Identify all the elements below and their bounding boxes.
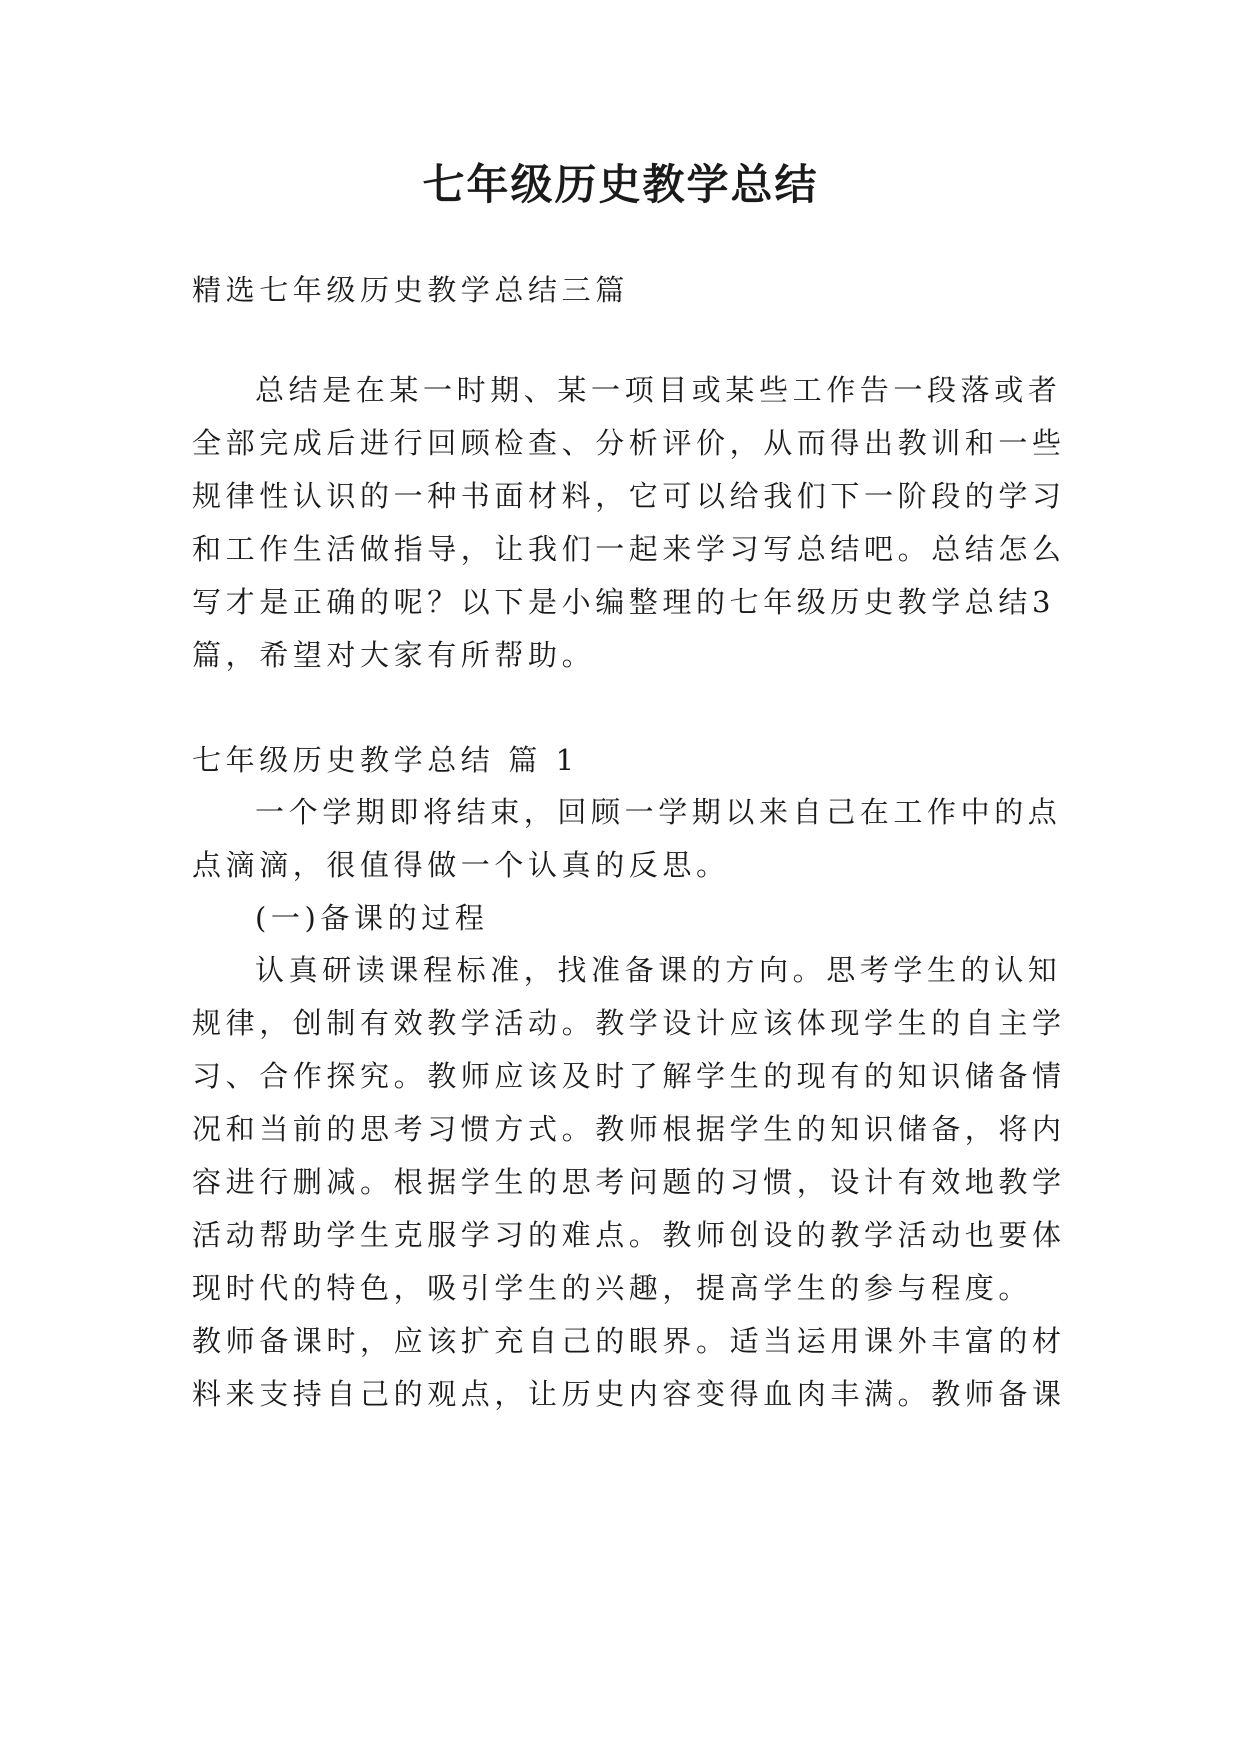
intro-line: 和工作生活做指导，让我们一起来学习写总结吧。总结怎么 <box>192 532 1066 566</box>
paragraph-line: 活动帮助学生克服学习的难点。教师创设的教学活动也要体 <box>192 1218 1066 1252</box>
intro-line: 篇，希望对大家有所帮助。 <box>192 638 596 672</box>
intro-line: 总结是在某一时期、某一项目或某些工作告一段落或者 <box>255 373 1062 407</box>
paragraph-line: 一个学期即将结束，回顾一学期以来自己在工作中的点 <box>255 795 1062 829</box>
paragraph-line: 容进行删减。根据学生的思考问题的习惯，设计有效地教学 <box>192 1165 1066 1199</box>
page-title: 七年级历史教学总结 <box>422 160 819 209</box>
paragraph-line: 规律，创制有效教学活动。教学设计应该体现学生的自主学 <box>192 1006 1066 1040</box>
intro-line: 全部完成后进行回顾检查、分析评价，从而得出教训和一些 <box>192 426 1066 460</box>
paragraph-line: 况和当前的思考习惯方式。教师根据学生的知识储备，将内 <box>192 1112 1066 1146</box>
section-heading: 七年级历史教学总结 篇 1 <box>192 743 579 777</box>
paragraph-line: 习、合作探究。教师应该及时了解学生的现有的知识储备情 <box>192 1059 1066 1093</box>
paragraph-line: 教师备课时，应该扩充自己的眼界。适当运用课外丰富的材 <box>192 1324 1066 1358</box>
intro-line: 规律性认识的一种书面材料，它可以给我们下一阶段的学习 <box>192 479 1066 513</box>
paragraph-line: 现时代的特色，吸引学生的兴趣，提高学生的参与程度。 <box>192 1271 1033 1305</box>
paragraph-line: 认真研读课程标准，找准备课的方向。思考学生的认知 <box>255 953 1062 987</box>
paragraph-line: 点滴滴，很值得做一个认真的反思。 <box>192 848 730 882</box>
subtitle: 精选七年级历史教学总结三篇 <box>192 273 629 307</box>
intro-line: 写才是正确的呢？以下是小编整理的七年级历史教学总结3 <box>192 585 1056 619</box>
subheading: (一)备课的过程 <box>255 901 489 935</box>
paragraph-line: 料来支持自己的观点，让历史内容变得血肉丰满。教师备课 <box>192 1377 1066 1411</box>
